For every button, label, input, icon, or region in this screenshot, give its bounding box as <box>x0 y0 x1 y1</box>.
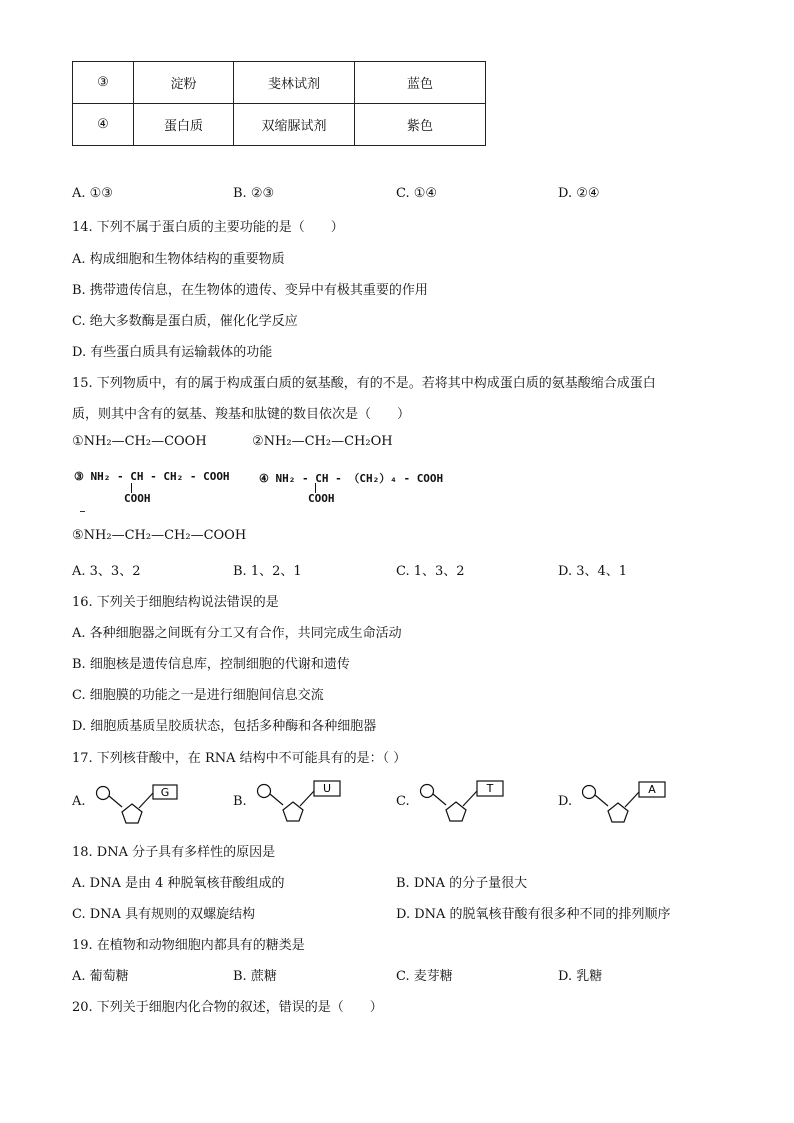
nucleotide-a-diagram[interactable] <box>95 783 185 828</box>
q14-stem: 14. 下列不属于蛋白质的主要功能的是（ ） <box>72 220 344 235</box>
base-label: U <box>322 782 332 795</box>
base-label: T <box>486 782 494 795</box>
q15-formula-1: ①NH₂—CH₂—COOH <box>72 434 207 449</box>
q16-stem: 16. 下列关于细胞结构说法错误的是 <box>72 595 279 610</box>
q18-option-c[interactable]: C. DNA 具有规则的双螺旋结构 <box>72 907 256 922</box>
table-cell-reagent: 双缩脲试剂 <box>234 104 355 146</box>
q15-formula-2: ②NH₂—CH₂—CH₂OH <box>252 434 393 449</box>
q17-option-d-letter[interactable]: D. <box>558 794 573 809</box>
q15-formula-3-sub: COOH <box>124 492 151 505</box>
q18-option-d[interactable]: D. DNA 的脱氧核苷酸有很多种不同的排列顺序 <box>396 907 671 922</box>
nucleotide-b-diagram[interactable] <box>256 781 346 826</box>
pentose-pentagon-icon <box>446 802 466 821</box>
q13-option-d[interactable]: D. ②④ <box>558 186 600 201</box>
q14-option-d[interactable]: D. 有些蛋白质具有运输载体的功能 <box>72 345 273 360</box>
q19-option-d[interactable]: D. 乳糖 <box>558 969 603 984</box>
nucleotide-d-diagram[interactable] <box>581 782 671 827</box>
q17-option-b-letter[interactable]: B. <box>233 794 247 809</box>
q15-formula-4: ④ NH₂ - CH - （CH₂）₄ - COOH <box>259 472 444 485</box>
q13-option-c[interactable]: C. ①④ <box>396 186 438 201</box>
q16-option-c[interactable]: C. 细胞膜的功能之一是进行细胞间信息交流 <box>72 688 324 703</box>
table-cell-num: ③ <box>73 62 134 104</box>
base-label: G <box>160 786 170 799</box>
q17-stem: 17. 下列核苷酸中，在 RNA 结构中不可能具有的是：（ ） <box>72 751 407 766</box>
pentose-pentagon-icon <box>122 804 142 823</box>
q15-option-a[interactable]: A. 3、3、2 <box>72 564 141 579</box>
q17-option-c-letter[interactable]: C. <box>396 794 410 809</box>
phosphate-circle-icon <box>258 785 271 798</box>
q19-option-b[interactable]: B. 蔗糖 <box>233 969 277 984</box>
q16-option-b[interactable]: B. 细胞核是遗传信息库，控制细胞的代谢和遗传 <box>72 657 350 672</box>
q15-formula-5: ⑤NH₂—CH₂—CH₂—COOH <box>72 528 247 543</box>
q15-stem-line1: 15. 下列物质中，有的属于构成蛋白质的氨基酸，有的不是。若将其中构成蛋白质的氨基酸缩合成蛋白 <box>72 376 656 391</box>
q15-formula-3: ③ NH₂ - CH - CH₂ - COOH <box>74 470 230 483</box>
base-label: A <box>648 783 656 796</box>
q15-stem-line2: 质，则其中含有的氨基、羧基和肽键的数目依次是（ ） <box>72 407 411 422</box>
table-row <box>73 104 486 146</box>
table-cell-color: 蓝色 <box>355 62 486 104</box>
pentose-pentagon-icon <box>608 803 628 822</box>
q20-stem: 20. 下列关于细胞内化合物的叙述，错误的是（ ） <box>72 1000 383 1015</box>
q18-option-b[interactable]: B. DNA 的分子量很大 <box>396 876 528 891</box>
q18-option-a[interactable]: A. DNA 是由 4 种脱氧核苷酸组成的 <box>72 876 285 891</box>
q15-option-d[interactable]: D. 3、4、1 <box>558 564 628 579</box>
stray-dash <box>80 511 85 512</box>
table-cell-num: ④ <box>73 104 134 146</box>
q15-option-b[interactable]: B. 1、2、1 <box>233 564 302 579</box>
q14-option-c[interactable]: C. 绝大多数酶是蛋白质，催化化学反应 <box>72 314 298 329</box>
q19-stem: 19. 在植物和动物细胞内都具有的糖类是 <box>72 938 305 953</box>
q13-option-a[interactable]: A. ①③ <box>72 186 113 201</box>
q17-option-a-letter[interactable]: A. <box>72 794 86 809</box>
q18-stem: 18. DNA 分子具有多样性的原因是 <box>72 845 276 860</box>
q14-option-a[interactable]: A. 构成细胞和生物体结构的重要物质 <box>72 252 285 267</box>
table-row <box>73 62 486 104</box>
q13-option-b[interactable]: B. ②③ <box>233 186 275 201</box>
phosphate-circle-icon <box>97 787 110 800</box>
table-cell-reagent: 斐林试剂 <box>234 62 355 104</box>
q15-option-c[interactable]: C. 1、3、2 <box>396 564 465 579</box>
phosphate-circle-icon <box>421 785 434 798</box>
q15-formula-4-sub: COOH <box>308 492 335 505</box>
q19-option-c[interactable]: C. 麦芽糖 <box>396 969 453 984</box>
table-cell-substance: 蛋白质 <box>134 104 234 146</box>
nucleotide-c-diagram[interactable] <box>419 781 509 826</box>
table-cell-color: 紫色 <box>355 104 486 146</box>
pentose-pentagon-icon <box>283 802 303 821</box>
phosphate-circle-icon <box>583 786 596 799</box>
q14-option-b[interactable]: B. 携带遗传信息，在生物体的遗传、变异中有极其重要的作用 <box>72 283 428 298</box>
reagent-table <box>72 61 486 146</box>
q16-option-a[interactable]: A. 各种细胞器之间既有分工又有合作，共同完成生命活动 <box>72 626 402 641</box>
q16-option-d[interactable]: D. 细胞质基质呈胶质状态，包括多种酶和各种细胞器 <box>72 719 377 734</box>
q19-option-a[interactable]: A. 葡萄糖 <box>72 969 129 984</box>
table-cell-substance: 淀粉 <box>134 62 234 104</box>
